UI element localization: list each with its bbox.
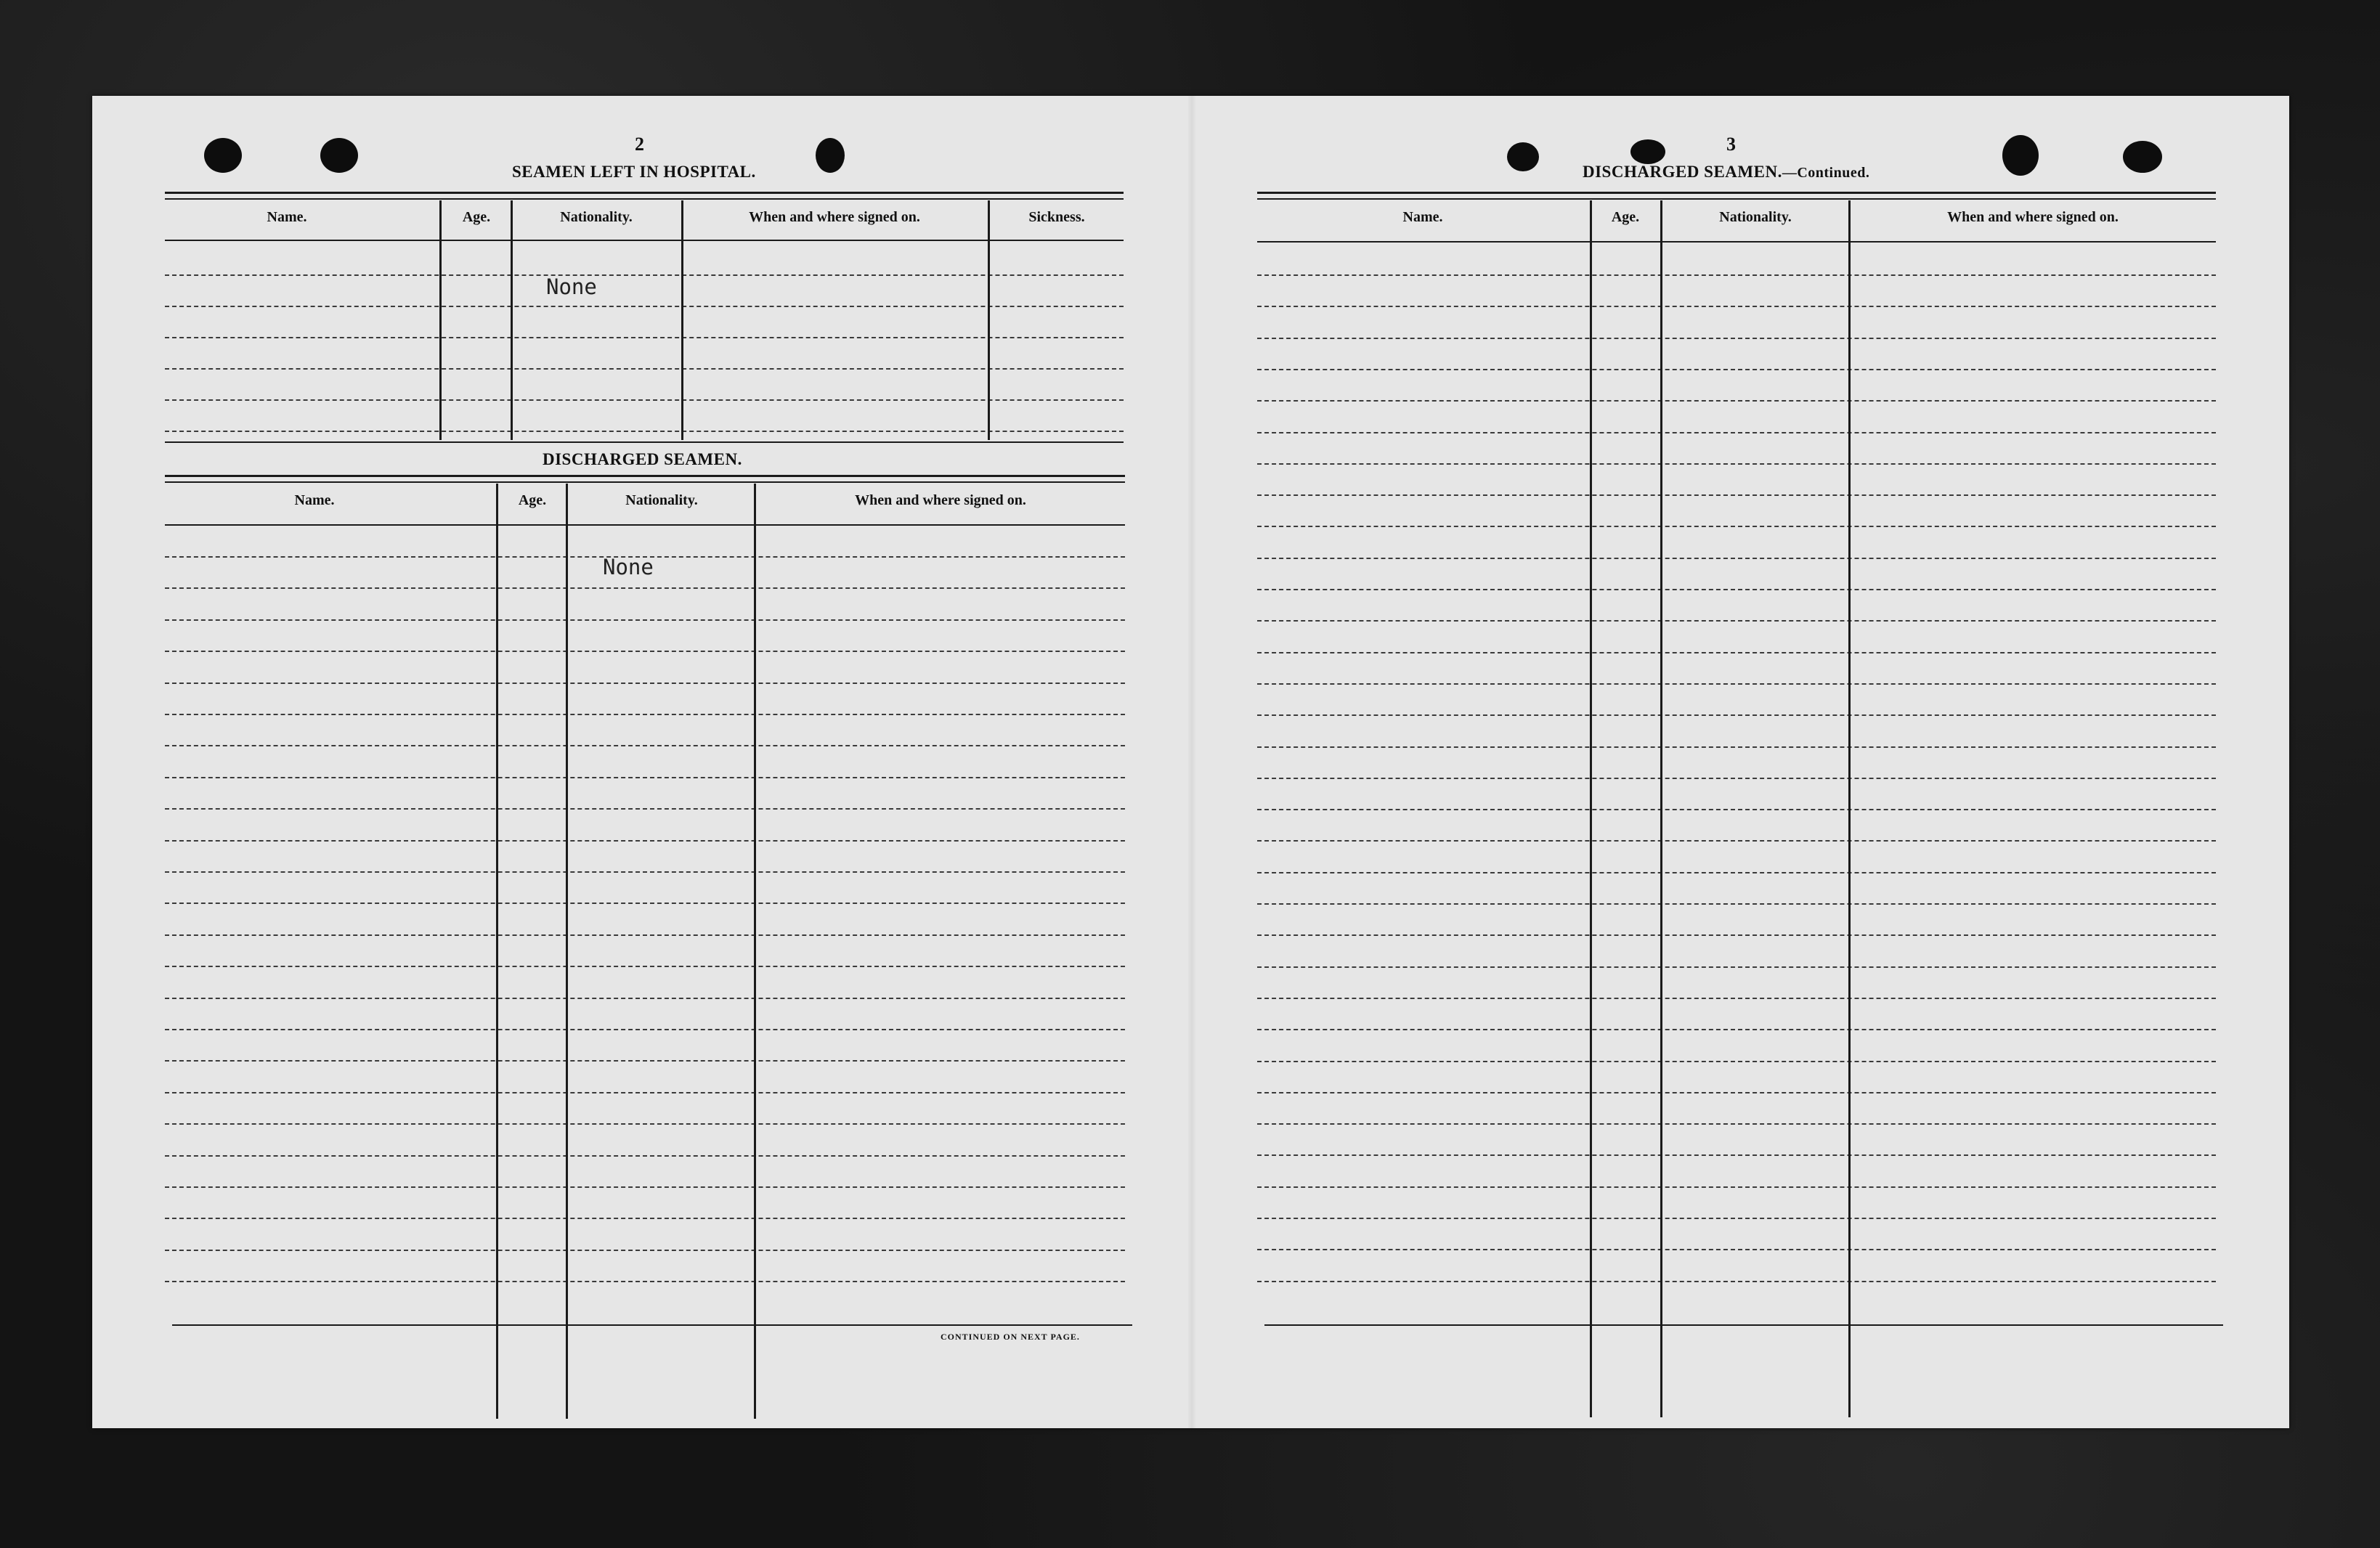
title-continued: —Continued. <box>1782 165 1870 181</box>
ledger-row-line <box>1257 903 2216 905</box>
bottom-rule <box>172 1324 1132 1326</box>
ledger-row-line <box>1257 400 2216 402</box>
ledger-row-line <box>1257 1281 2216 1282</box>
ledger-row-line <box>1257 998 2216 999</box>
continued-section-title <box>1583 163 1869 182</box>
ledger-row-line <box>165 306 1124 307</box>
ledger-row-line <box>165 1092 1125 1093</box>
ledger-sheet <box>92 96 2289 1428</box>
ledger-row-line <box>1257 558 2216 559</box>
ledger-row-line <box>165 1155 1125 1157</box>
ledger-row-line <box>1257 1186 2216 1188</box>
col-divider <box>511 200 513 440</box>
ledger-row-line <box>165 274 1124 276</box>
col-header-nationality: Nationality. <box>625 492 698 508</box>
ledger-row-line <box>1257 526 2216 527</box>
col-header-signed-on: When and where signed on. <box>1947 209 2119 225</box>
rule <box>165 441 1124 443</box>
ledger-row-line <box>165 714 1125 715</box>
punch-hole-icon <box>2123 141 2162 173</box>
ledger-row-line <box>165 368 1124 370</box>
ledger-row-line <box>1257 934 2216 936</box>
ledger-row-line <box>165 903 1125 904</box>
header-rule <box>1257 241 2216 243</box>
col-header-age: Age. <box>462 209 491 225</box>
col-divider <box>1590 200 1592 1417</box>
col-divider <box>566 484 568 1419</box>
ledger-row-line <box>1257 872 2216 873</box>
ledger-row-line <box>165 934 1125 936</box>
col-divider <box>439 200 442 440</box>
ledger-row-line <box>1257 1092 2216 1093</box>
ledger-row-line <box>165 1123 1125 1125</box>
col-header-age: Age. <box>518 492 547 508</box>
ledger-row-line <box>1257 494 2216 496</box>
col-divider <box>988 200 990 440</box>
ledger-row-line <box>1257 274 2216 276</box>
title-main: DISCHARGED SEAMEN. <box>1583 163 1782 181</box>
punch-hole-icon <box>816 138 845 173</box>
ledger-row-line <box>165 399 1124 401</box>
col-header-name: Name. <box>1402 209 1443 225</box>
ledger-row-line <box>1257 746 2216 748</box>
ledger-row-line <box>1257 778 2216 779</box>
ledger-row-line <box>1257 1029 2216 1030</box>
ledger-row-line <box>1257 463 2216 465</box>
ledger-row-line <box>1257 714 2216 716</box>
ledger-row-line <box>165 619 1125 621</box>
col-header-sickness: Sickness. <box>1028 209 1085 225</box>
bottom-rule <box>1264 1324 2223 1326</box>
col-divider <box>754 484 756 1419</box>
col-divider <box>1660 200 1662 1417</box>
ledger-row-line <box>165 1250 1125 1251</box>
rule <box>165 475 1125 477</box>
page-number-left: 2 <box>635 134 644 155</box>
ledger-row-line <box>165 871 1125 873</box>
ledger-row-line <box>1257 1123 2216 1125</box>
punch-hole-icon <box>1630 139 1665 164</box>
ledger-row-line <box>165 1029 1125 1030</box>
center-fold <box>1187 96 1196 1428</box>
punch-hole-icon <box>1507 142 1539 171</box>
ledger-row-line <box>165 1060 1125 1062</box>
ledger-row-line <box>1257 683 2216 685</box>
ledger-row-line <box>1257 620 2216 622</box>
hospital-none-entry: None <box>546 274 597 299</box>
ledger-row-line <box>165 1186 1125 1188</box>
col-header-signed-on: When and where signed on. <box>749 209 920 225</box>
rule <box>165 198 1124 200</box>
ledger-row-line <box>165 587 1125 589</box>
punch-hole-icon <box>320 138 358 173</box>
ledger-row-line <box>1257 1154 2216 1156</box>
ledger-row-line <box>165 777 1125 778</box>
punch-hole-icon <box>204 138 242 173</box>
col-divider <box>496 484 498 1419</box>
ledger-row-line <box>1257 1061 2216 1062</box>
ledger-row-line <box>165 1281 1125 1282</box>
col-header-age: Age. <box>1611 209 1640 225</box>
ledger-row-line <box>1257 966 2216 968</box>
ledger-row-line <box>1257 809 2216 810</box>
ledger-row-line <box>165 651 1125 652</box>
rule <box>1257 192 2216 194</box>
ledger-row-line <box>1257 840 2216 842</box>
header-rule <box>165 524 1125 526</box>
ledger-row-line <box>165 745 1125 746</box>
ledger-row-line <box>1257 306 2216 307</box>
col-header-nationality: Nationality. <box>560 209 633 225</box>
col-header-name: Name. <box>267 209 307 225</box>
col-header-nationality: Nationality. <box>1719 209 1792 225</box>
ledger-row-line <box>165 840 1125 842</box>
col-divider <box>1848 200 1851 1417</box>
rule <box>1257 198 2216 200</box>
ledger-row-line <box>165 966 1125 967</box>
ledger-row-line <box>165 998 1125 999</box>
header-rule <box>165 240 1124 241</box>
ledger-row-line <box>165 683 1125 684</box>
ledger-row-line <box>1257 1249 2216 1250</box>
punch-hole-icon <box>2002 135 2039 176</box>
col-header-name: Name. <box>294 492 335 508</box>
ledger-row-line <box>1257 652 2216 653</box>
discharged-section-title: DISCHARGED SEAMEN. <box>543 450 742 468</box>
rule <box>165 192 1124 194</box>
continued-footer: CONTINUED ON NEXT PAGE. <box>941 1332 1080 1342</box>
ledger-row-line <box>1257 369 2216 370</box>
rule <box>165 481 1125 483</box>
page-number-right: 3 <box>1726 134 1736 155</box>
ledger-row-line <box>1257 432 2216 433</box>
ledger-row-line <box>165 808 1125 810</box>
hospital-section-title: SEAMEN LEFT IN HOSPITAL. <box>512 163 756 181</box>
col-divider <box>681 200 683 440</box>
ledger-row-line <box>1257 589 2216 590</box>
ledger-row-line <box>1257 338 2216 339</box>
ledger-row-line <box>1257 1218 2216 1219</box>
ledger-row-line <box>165 337 1124 338</box>
col-header-signed-on: When and where signed on. <box>855 492 1026 508</box>
discharged-none-entry: None <box>603 555 654 579</box>
ledger-row-line <box>165 431 1124 432</box>
ledger-row-line <box>165 1218 1125 1219</box>
